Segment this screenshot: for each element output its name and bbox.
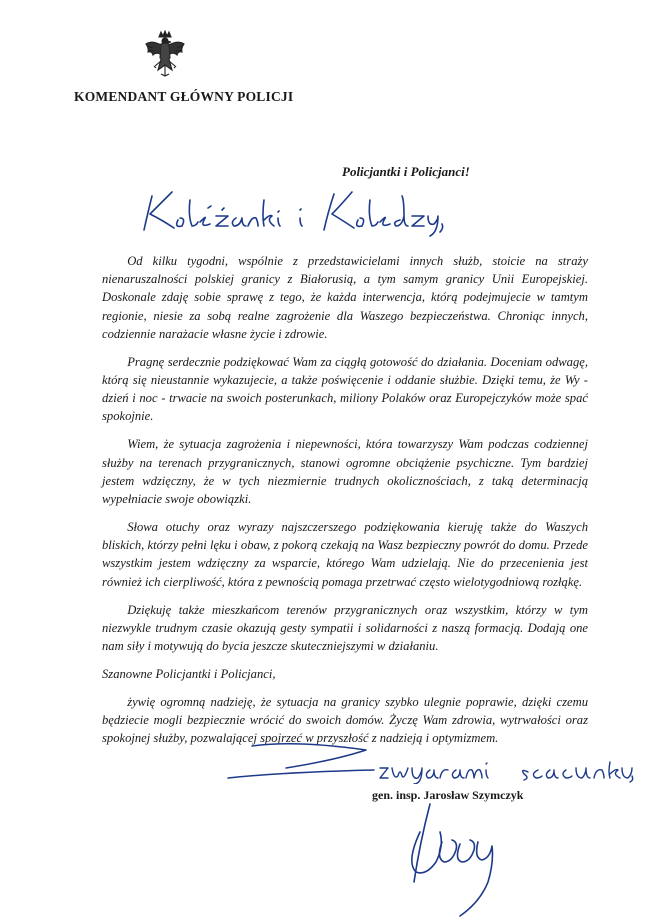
letter-addressee: Policjantki i Policjanci!: [342, 164, 470, 179]
closing-paragraph: żywię ogromną nadzieję, że sytuacja na granicy szybko ulegnie poprawie, dzięki czemu będziecie mogli bezpiecznie wrócić do swoich domów. Życzę Wam zdrowia, wytrwałości oraz spokojnej służby, pozwalającej spojrzeć w przyszłość z nadzieją i optymizmem.: [102, 695, 588, 746]
body-paragraph: Od kilku tygodni, wspólnie z przedstawicielami innych służb, stoicie na straży nienaruszalności polskiej granicy z Białorusią, a tym samym granicy Unii Europejskiej. Doskonale zdaję sobie sprawę z tego, że każda interwencja, którą podejmujecie w tamtym regionie, niesie za sobą realne zagrożenie dla Waszego bezpieczeństwa. Chroniąc innych, codziennie narażacie własne życie i zdrowie.: [102, 254, 588, 341]
handwritten-signature: [400, 802, 510, 920]
office-title: KOMENDANT GŁÓWNY POLICJI: [74, 89, 294, 104]
handwritten-closing: [378, 754, 634, 784]
handwritten-greeting: [138, 186, 448, 238]
body-paragraph: Pragnę serdecznie podziękować Wam za ciągłą gotowość do działania. Doceniam odwagę, którą się nieustannie wykazujecie, a także poświęcenie i oddanie służbie. Dzięki temu, że Wy - dzień i noc - trwacie na swoich posterunkach, miliony Polaków oraz Europejczyków może spać spokojnie.: [102, 354, 588, 424]
salutation: Szanowne Policjantki i Policjanci,: [102, 667, 276, 682]
body-paragraph: Słowa otuchy oraz wyrazy najszczerszego podziękowania kieruję także do Waszych bliskich, którzy pełni lęku i obaw, z pokorą czekają na Wasz bezpieczny powrót do domu. Przede wszystkim jestem wdzięczny za wsparcie, którego Wam udzielają. Nie do przecenienia jest również ich cierpliwość, która z pewnością pomaga przetrwać często wielotygodniową rozłąkę.: [102, 520, 588, 589]
body-paragraph: Dziękuję także mieszkańcom terenów przygranicznych oraz wszystkim, którzy w tym niezwykle trudnym czasie okazują gesty sympatii i solidarności z naszą formacją. Dodają one nam siły i motywują do bycia jeszcze skuteczniejszymi w działaniu.: [102, 602, 588, 654]
polish-eagle-emblem-icon: [144, 30, 186, 80]
signature-flourish: [226, 738, 376, 782]
body-paragraph: Wiem, że sytuacja zagrożenia i niepewności, która towarzyszy Wam podczas codziennej służby na terenach przygranicznych, stanowi ogromne obciążenie psychiczne. Tym bardziej jestem wdzięczny, że w tych niezmiernie trudnych okolicznościach, z taką determinacją wypełniacie swoje obowiązki.: [102, 437, 588, 507]
signatory-name: gen. insp. Jarosław Szymczyk: [372, 788, 524, 802]
letter-body: [102, 252, 588, 757]
